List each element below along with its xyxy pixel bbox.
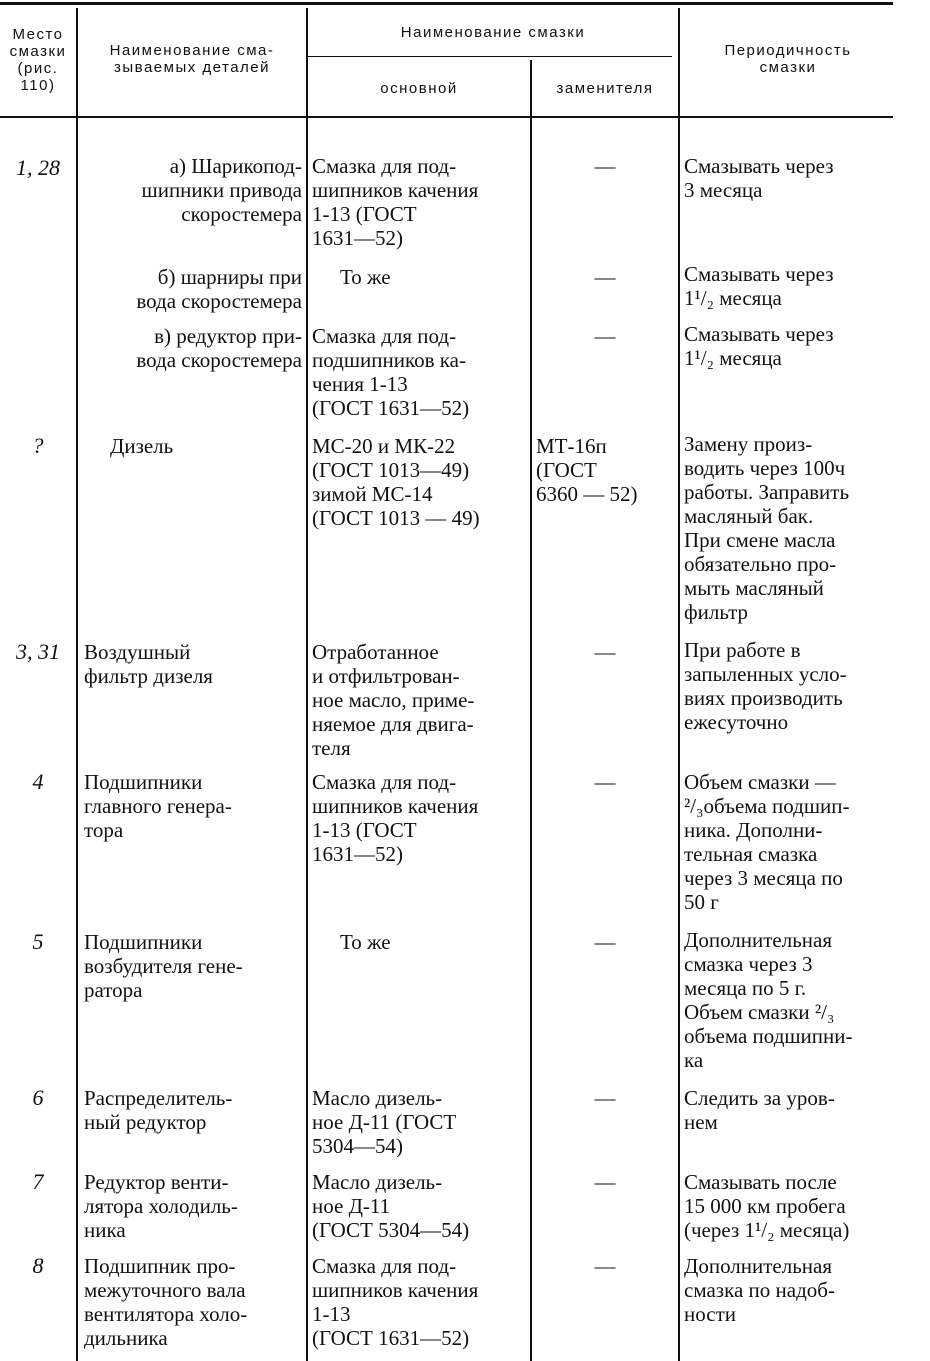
row-10-part: Подшипник про- межуточного вала вентилятора холо- дильника — [84, 1254, 248, 1350]
row-10-sub: — — [594, 1254, 616, 1278]
header-substitute: заменителя — [556, 80, 654, 97]
row-8-part: Распределитель- ный редуктор — [84, 1086, 233, 1134]
row-1-main: Смазка для под- шипников качения 1-13 (ГОСТ 1631—52) — [312, 154, 479, 250]
header-bottom-rule — [0, 116, 893, 118]
row-2-sub: — — [594, 265, 616, 289]
row-5-sub: — — [594, 640, 616, 664]
row-8-main: Масло дизель- ное Д-11 (ГОСТ 5304—54) — [312, 1086, 457, 1158]
row-3-part: в) редуктор при- вода скоростемера — [136, 324, 302, 372]
row-2-part: б) шарниры при вода скоростемера — [136, 265, 302, 313]
row-7-period: Дополнительная смазка через 3 месяца по 5 г. Объем смазки ²/₃ объема подшипни- ка — [684, 928, 853, 1072]
row-6-part: Подшипники главного генера- тора — [84, 770, 232, 842]
header-place: Место смазки (рис. 110) — [9, 26, 67, 94]
row-4-main: МС-20 и МК-22 (ГОСТ 1013—49) зимой МС-14 (ГОСТ 1013 — 49) — [312, 434, 480, 530]
row-6-place: 4 — [32, 769, 44, 794]
col-divider-4 — [678, 8, 680, 1361]
row-10-main: Смазка для под- шипников качения 1-13 (ГОСТ 1631—52) — [312, 1254, 479, 1350]
row-4-period: Замену произ- водить через 100ч работы. Заправить масляный бак. При смене масла обязательно про- мыть масляный фильтр — [684, 432, 850, 624]
row-5-main: Отработанное и отфильтрован- ное масло, приме- няемое для двига- теля — [312, 640, 475, 760]
row-8-period: Следить за уров- нем — [684, 1086, 835, 1134]
row-3-main: Смазка для под- подшипников ка- чения 1-13 (ГОСТ 1631—52) — [312, 324, 470, 420]
row-6-sub: — — [594, 770, 616, 794]
row-9-period: Смазывать после 15 000 км пробега (через 1¹/₂ месяца) — [684, 1170, 850, 1242]
header-period: Периодичность смазки — [724, 42, 852, 76]
row-9-main: Масло дизель- ное Д-11 (ГОСТ 5304—54) — [312, 1170, 470, 1242]
row-3-sub: — — [594, 324, 616, 348]
row-5-place: 3, 31 — [16, 639, 60, 664]
row-9-place: 7 — [32, 1169, 44, 1194]
row-7-part: Подшипники возбудителя гене- ратора — [84, 930, 243, 1002]
row-5-part: Воздушный фильтр дизеля — [84, 640, 213, 688]
row-4-sub: МТ-16п (ГОСТ 6360 — 52) — [536, 434, 638, 506]
row-5-period: При работе в запыленных усло- виях производить ежесуточно — [684, 638, 847, 734]
row-2-period: Смазывать через 1¹/₂ месяца — [684, 262, 834, 310]
header-split-rule — [308, 56, 672, 57]
row-7-place: 5 — [32, 929, 44, 954]
col-divider-2 — [306, 8, 308, 1361]
row-8-place: 6 — [32, 1085, 44, 1110]
row-2-main: То же — [340, 265, 391, 289]
row-1-place: 1, 28 — [16, 155, 60, 180]
header-main: основной — [380, 80, 458, 97]
row-1-part: а) Шарикопод- шипники привода скоростемера — [141, 154, 302, 226]
top-rule — [0, 2, 893, 5]
col-divider-1 — [76, 8, 78, 1361]
row-7-sub: — — [594, 930, 616, 954]
col-divider-3 — [530, 60, 532, 1361]
row-4-place: ? — [32, 433, 44, 458]
header-lube-group: Наименование смазки — [400, 24, 586, 41]
row-9-part: Редуктор венти- лятора холодиль- ника — [84, 1170, 238, 1242]
row-7-main: То же — [340, 930, 391, 954]
row-6-period: Объем смазки — ²/₃объема подшип- ника. Дополни- тельная смазка через 3 месяца по 50 г — [684, 770, 850, 914]
row-3-period: Смазывать через 1¹/₂ месяца — [684, 322, 834, 370]
row-4-part: Дизель — [110, 434, 174, 458]
row-1-sub: — — [594, 154, 616, 178]
row-10-place: 8 — [32, 1253, 44, 1278]
row-9-sub: — — [594, 1170, 616, 1194]
row-1-period: Смазывать через 3 месяца — [684, 154, 834, 202]
row-10-period: Дополнительная смазка по надоб- ности — [684, 1254, 835, 1326]
row-8-sub: — — [594, 1086, 616, 1110]
header-parts: Наименование сма- зываемых деталей — [109, 42, 275, 76]
row-6-main: Смазка для под- шипников качения 1-13 (ГОСТ 1631—52) — [312, 770, 479, 866]
